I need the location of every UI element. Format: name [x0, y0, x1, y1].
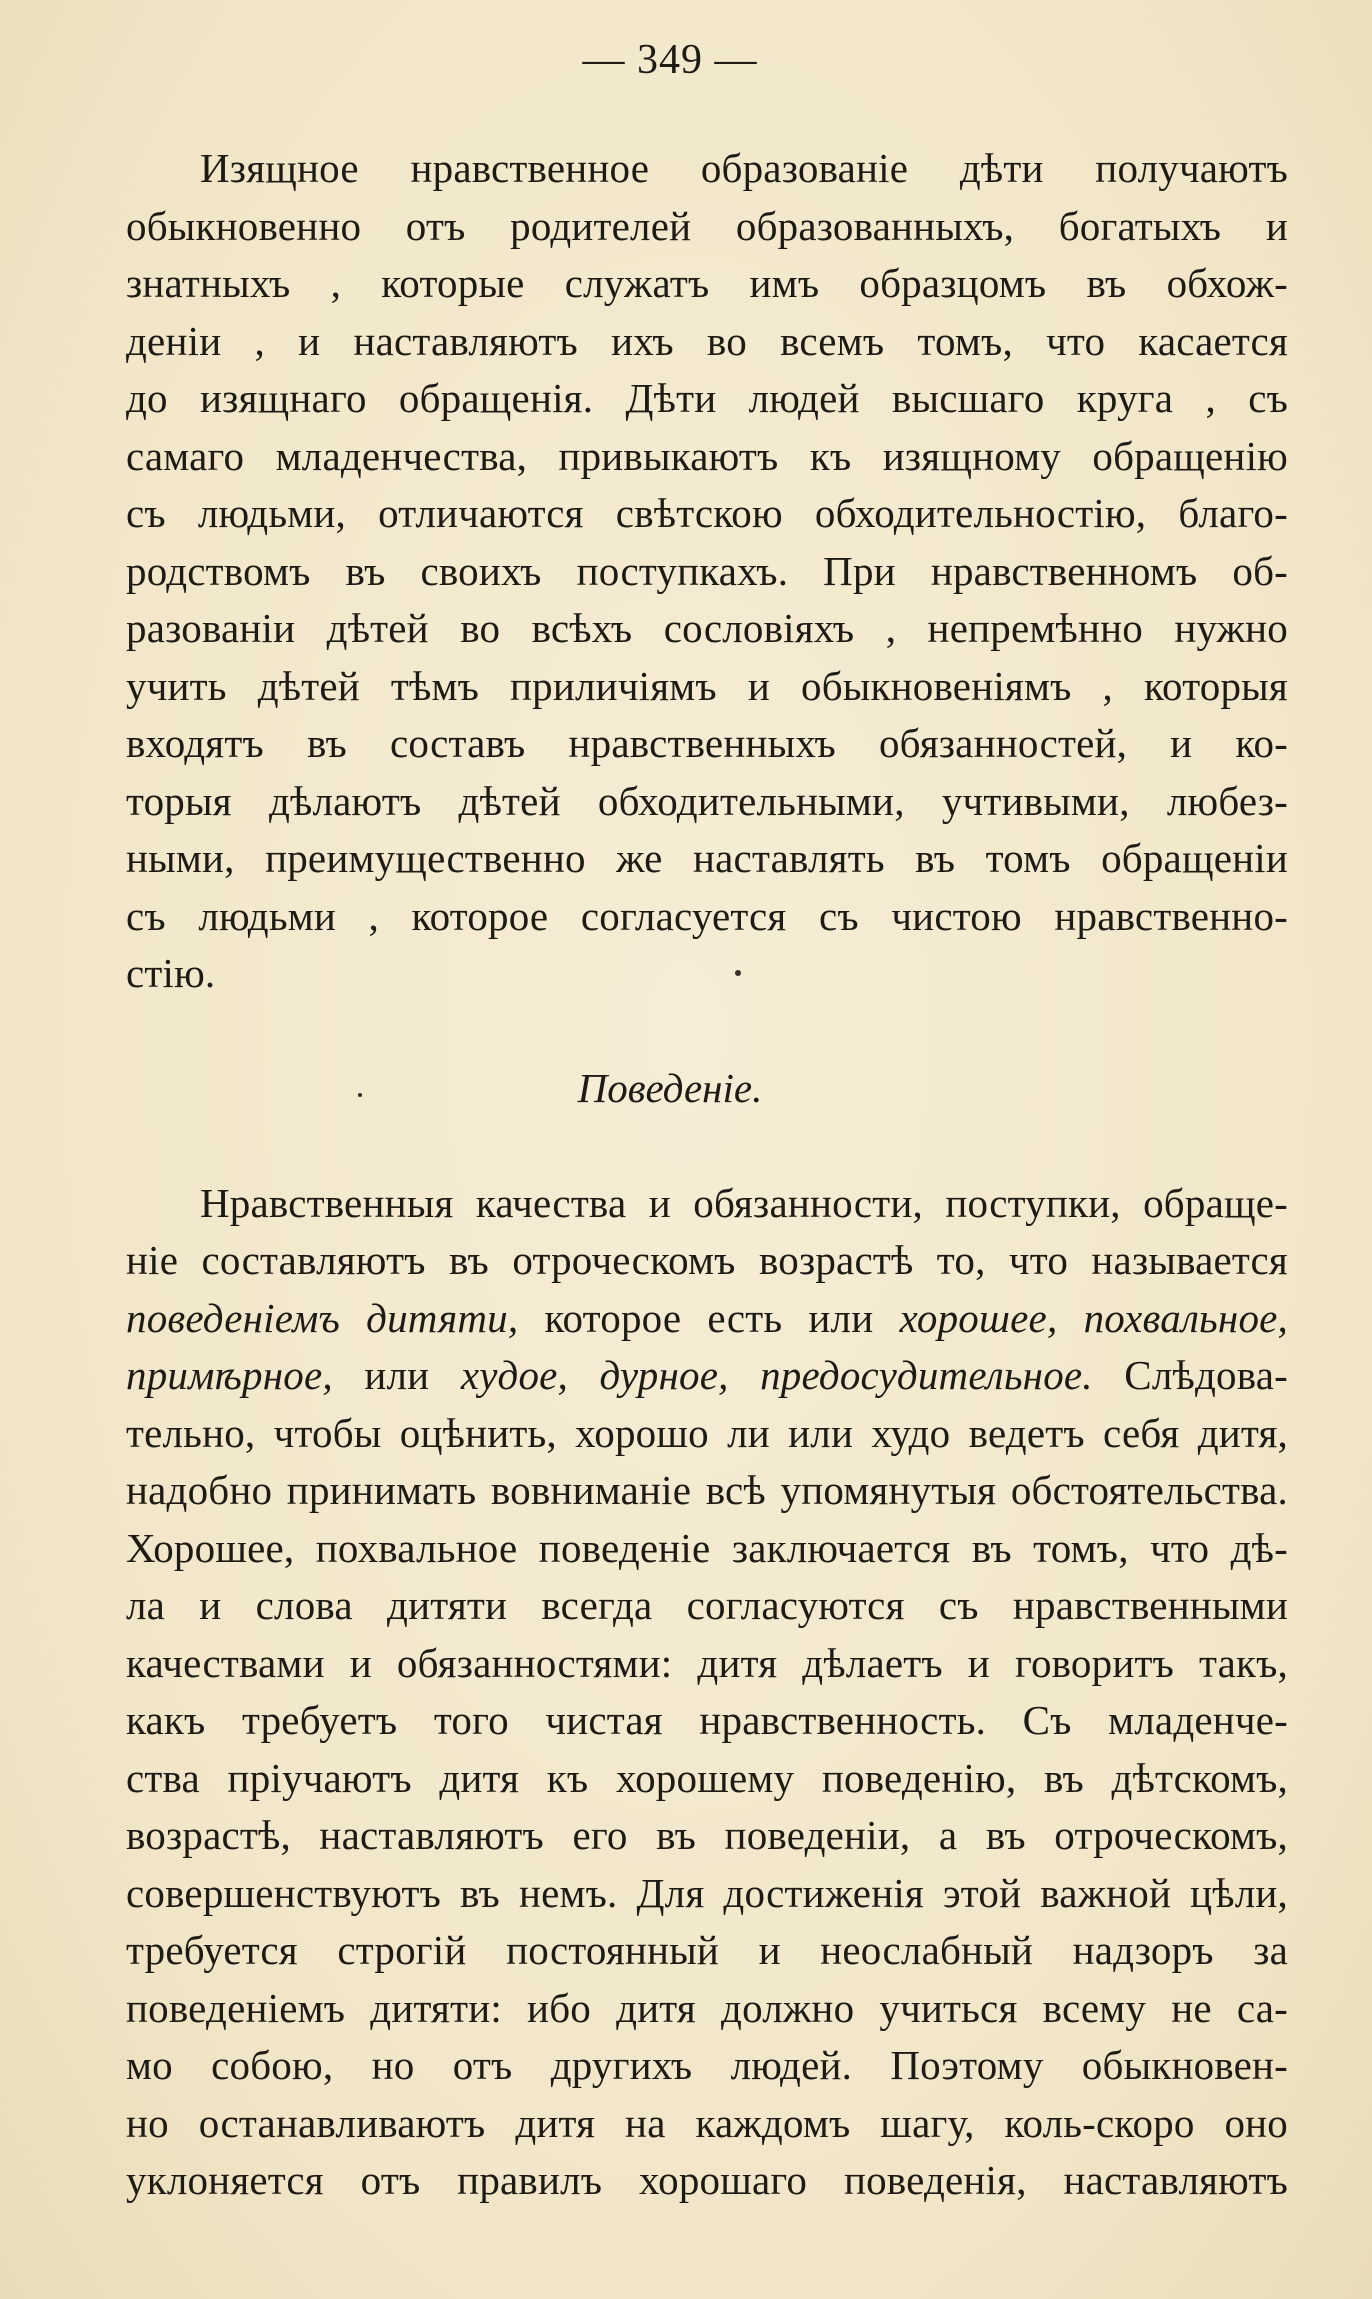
text-line: входятъ въ составъ нравственныхъ обязанностей, и ко- [126, 720, 1288, 766]
text-line: тельно, чтобы оцѣнить, хорошо ли или худо ведетъ себя дитя, [126, 1409, 1288, 1456]
ink-speck [358, 1093, 362, 1097]
text-line: ными, преимущественно же наставлять въ томъ обращеніи [126, 835, 1288, 881]
text-line: самаго младенчества, привыкаютъ къ изящному обращенію [126, 432, 1288, 479]
text-line: обыкновенно отъ родителей образованныхъ, богатыхъ и [126, 202, 1288, 249]
text-line: уклоняется отъ правилъ хорошаго поведенія, наставляютъ [126, 2157, 1288, 2203]
text-line: до изящнаго обращенія. Дѣти людей высшаго круга , съ [126, 375, 1288, 421]
text-line: Изящное нравственное образованіе дѣти получаютъ [200, 145, 1288, 191]
section-title: Поведеніе. [577, 1064, 763, 1111]
text-line: Хорошее, похвальное поведеніе заключается въ томъ, что дѣ- [126, 1524, 1288, 1571]
text-line: требуется строгій постоянный и неослабный надзоръ за [126, 1927, 1288, 1973]
text-line: совершенствуютъ въ немъ. Для достиженія этой важной цѣли, [126, 1869, 1288, 1916]
text-line: но останавливаютъ дитя на каждомъ шагу, коль-скоро оно [126, 2099, 1288, 2146]
italic-term: хорошее, похвальное, [899, 1294, 1288, 1341]
text-line-mixed [52, 1347, 1288, 1405]
text-run: Слѣдова- [1092, 1352, 1288, 1398]
text-line: возрастѣ, наставляютъ его въ поведеніи, а въ отроческомъ, [126, 1812, 1288, 1858]
text-line: знатныхъ , которые служатъ имъ образцомъ въ обхож- [126, 260, 1288, 306]
text-line: надобно принимать вовниманіе всѣ упомянутыя обстоятельства. [126, 1467, 1288, 1513]
text-line: ла и слова дитяти всегда согласуются съ нравственными [126, 1582, 1288, 1628]
text-line: разованіи дѣтей во всѣхъ сословіяхъ , непремѣнно нужно [126, 605, 1288, 651]
text-run: которое есть или [518, 1294, 900, 1341]
text-line: ства пріучаютъ дитя къ хорошему поведенію, въ дѣтскомъ, [126, 1754, 1288, 1801]
text-line: какъ требуетъ того чистая нравственность. Съ младенче- [126, 1697, 1288, 1743]
text-line: съ людьми , которое согласуется съ чистою нравственно- [126, 892, 1288, 939]
italic-term: поведеніемъ дитяти, [126, 1294, 519, 1341]
text-line: деніи , и наставляютъ ихъ во всемъ томъ, что касается [126, 317, 1288, 364]
text-line: съ людьми, отличаются свѣтскою обходительностію, благо- [126, 490, 1288, 536]
paragraph-behavior [52, 1175, 1288, 2210]
text-line: мо собою, но отъ другихъ людей. Поэтому обыкновен- [126, 2042, 1288, 2088]
paragraph-manners [52, 140, 1288, 1003]
text-line: Нравственныя качества и обязанности, поступки, обраще- [200, 1179, 1288, 1226]
ink-speck [735, 970, 741, 976]
text-run: или [332, 1352, 461, 1398]
text-line: учить дѣтей тѣмъ приличіямъ и обыкновеніямъ , которыя [126, 662, 1288, 709]
text-line: качествами и обязанностями: дитя дѣлаетъ и говоритъ такъ, [126, 1639, 1288, 1686]
text-line-mixed [52, 1290, 1288, 1348]
text-line: поведеніемъ дитяти: ибо дитя должно учиться всему не са- [126, 1984, 1288, 2031]
text-line: стію. [126, 950, 216, 996]
page-number: — 349 — [582, 37, 758, 83]
text-line: родствомъ въ своихъ поступкахъ. При нравственномъ об- [126, 547, 1288, 594]
italic-term: примѣрное, [126, 1352, 333, 1398]
text-line: ніе составляютъ въ отроческомъ возрастѣ то, что называется [126, 1237, 1288, 1283]
book-page [52, 30, 1288, 2270]
italic-term: худое, дурное, предосудительное. [460, 1352, 1093, 1398]
text-line: торыя дѣлаютъ дѣтей обходительными, учтивыми, любез- [126, 777, 1288, 824]
